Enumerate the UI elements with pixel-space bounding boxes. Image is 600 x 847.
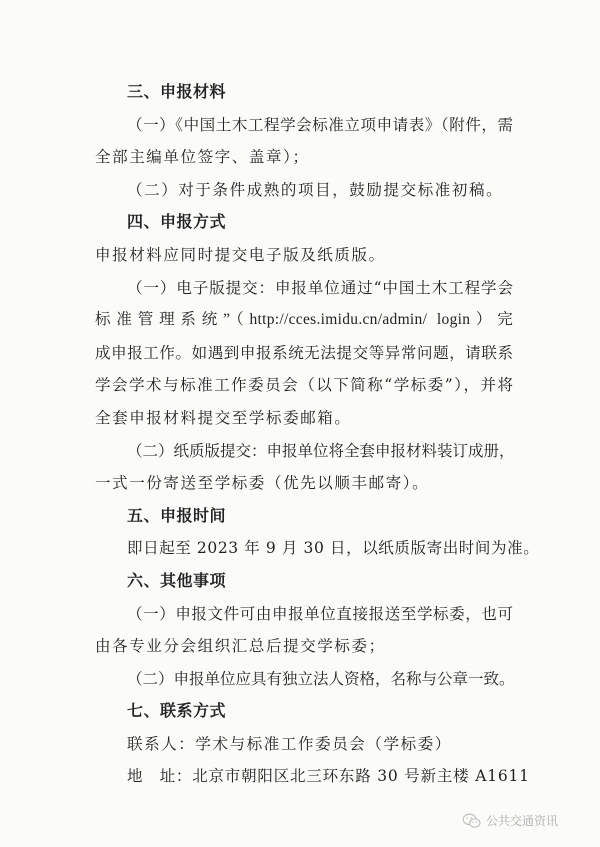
- paragraph-line: 全套申报材料提交至学标委邮箱。: [95, 408, 352, 427]
- paragraph-line: 申报材料应同时提交电子版及纸质版。: [95, 245, 386, 264]
- paragraph-line: 成申报工作。如遇到申报系统无法提交等异常问题，请联系: [95, 343, 513, 362]
- contact-person: 联系人：学术与标准工作委员会（学标委）: [127, 734, 452, 753]
- paragraph-line: 一式一份寄送至学标委（优先以顺丰邮寄）。: [95, 474, 430, 493]
- paragraph-line: （二）对于条件成熟的项目，鼓励提交标准初稿。: [127, 180, 504, 199]
- paragraph-line: （一）电子版提交：申报单位通过“中国土木工程学会: [127, 278, 513, 297]
- section-heading-time: 五、申报时间: [127, 505, 227, 525]
- document-page: [95, 76, 540, 793]
- section-heading-other: 六、其他事项: [127, 570, 227, 590]
- paragraph-line: （二）申报单位应具有独立法人资格，名称与公章一致。: [127, 669, 515, 688]
- paragraph-line: 由各专业分会组织汇总后提交学标委；: [95, 637, 386, 656]
- paragraph-line: 全部主编单位签字、盖章）；: [95, 148, 310, 167]
- section-heading-materials: 三、申报材料: [127, 82, 227, 101]
- paragraph-line-url: 标准管理系统”（http://cces.imidu.cn/admin/ login）完: [95, 311, 513, 329]
- watermark: [462, 812, 558, 829]
- watermark-text: 公共交通资讯: [486, 814, 559, 828]
- paragraph-line: （二）纸质版提交：申报单位将全套申报材料装订成册，: [127, 441, 515, 460]
- paragraph-line: 即日起至 2023 年 9 月 30 日，以纸质版寄出时间为准。: [127, 539, 540, 558]
- section-heading-method: 四、申报方式: [127, 212, 227, 232]
- paragraph-line: 学会学术与标准工作委员会（以下简称“学标委”），并将: [95, 376, 513, 395]
- contact-address: 地 址：北京市朝阳区北三环东路 30 号新主楼 A1611: [127, 767, 530, 786]
- wechat-icon: [462, 813, 482, 829]
- paragraph-line: （一）申报文件可由申报单位直接报送至学标委，也可: [127, 604, 513, 623]
- section-heading-contact: 七、联系方式: [127, 701, 227, 721]
- paragraph-line: （一）《中国土木工程学会标准立项申请表》（附件，需: [127, 115, 513, 134]
